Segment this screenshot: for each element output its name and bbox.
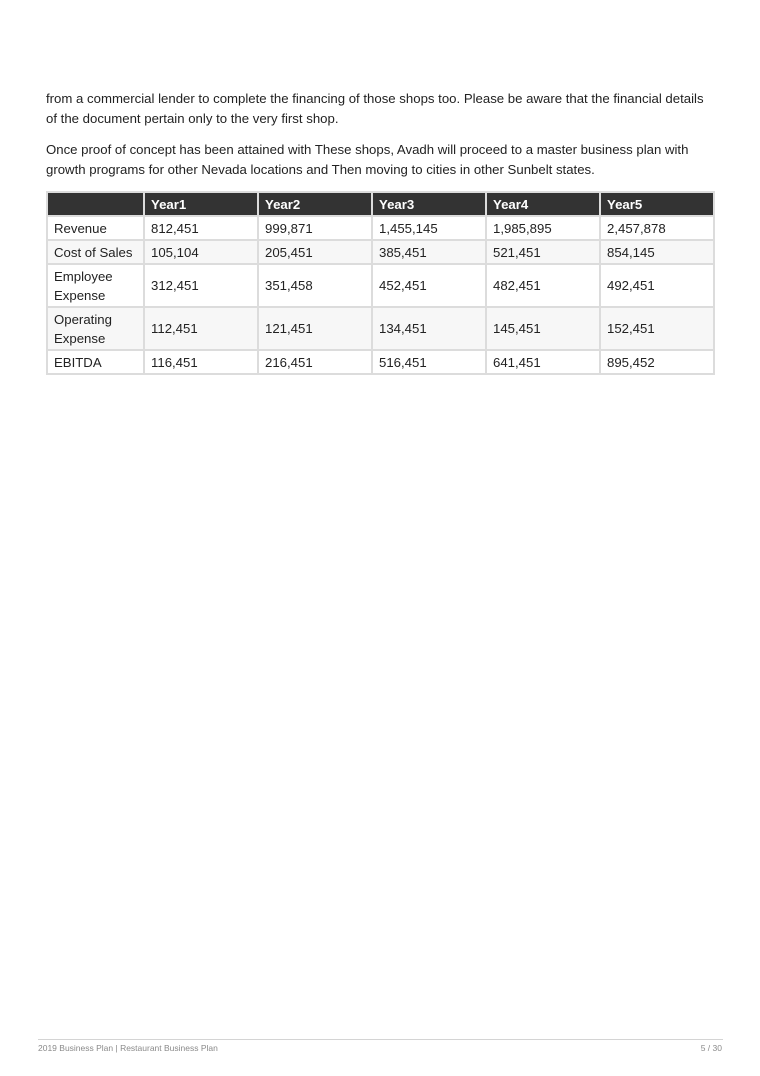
header-cell-empty <box>47 192 144 216</box>
table-cell: 152,451 <box>600 307 714 350</box>
table-cell: 452,451 <box>372 264 486 307</box>
header-cell-year2: Year2 <box>258 192 372 216</box>
table-header-row <box>47 192 714 216</box>
header-cell-year5: Year5 <box>600 192 714 216</box>
table-cell: 1,985,895 <box>486 216 600 240</box>
table-cell: 812,451 <box>144 216 258 240</box>
table-cell: 351,458 <box>258 264 372 307</box>
table-row-ebitda <box>47 350 714 374</box>
table-cell: 2,457,878 <box>600 216 714 240</box>
table-cell: 116,451 <box>144 350 258 374</box>
footer-page-number: 5 / 30 <box>700 1043 722 1053</box>
row-label: EBITDA <box>47 350 144 374</box>
paragraph-financing: from a commercial lender to complete the financing of those shops too. Please be aware that the financial details of the document pertain only to the very first shop. <box>46 91 704 126</box>
table-cell: 385,451 <box>372 240 486 264</box>
table-cell: 521,451 <box>486 240 600 264</box>
footer-divider <box>38 1039 723 1040</box>
financial-table <box>46 191 715 375</box>
table-cell: 312,451 <box>144 264 258 307</box>
page-content <box>46 89 714 375</box>
table-cell: 482,451 <box>486 264 600 307</box>
table-cell: 134,451 <box>372 307 486 350</box>
row-label: Operating Expense <box>47 307 144 350</box>
table-cell: 641,451 <box>486 350 600 374</box>
table-cell: 1,455,145 <box>372 216 486 240</box>
row-label: Cost of Sales <box>47 240 144 264</box>
table-cell: 999,871 <box>258 216 372 240</box>
table-cell: 121,451 <box>258 307 372 350</box>
table-cell: 854,145 <box>600 240 714 264</box>
table-cell: 105,104 <box>144 240 258 264</box>
table-cell: 492,451 <box>600 264 714 307</box>
header-cell-year3: Year3 <box>372 192 486 216</box>
header-cell-year4: Year4 <box>486 192 600 216</box>
table-row-employee-expense <box>47 264 714 307</box>
table-row-operating-expense <box>47 307 714 350</box>
paragraph-proof-of-concept: Once proof of concept has been attained with These shops, Avadh will proceed to a master business plan with growth programs for other Nevada locations and Then moving to cities in other Sunbelt states. <box>46 142 689 177</box>
row-label: Employee Expense <box>47 264 144 307</box>
header-cell-year1: Year1 <box>144 192 258 216</box>
table-cell: 112,451 <box>144 307 258 350</box>
table-cell: 145,451 <box>486 307 600 350</box>
table-cell: 216,451 <box>258 350 372 374</box>
table-cell: 516,451 <box>372 350 486 374</box>
table-cell: 205,451 <box>258 240 372 264</box>
footer-document-title: 2019 Business Plan | Restaurant Business Plan <box>38 1043 218 1053</box>
row-label: Revenue <box>47 216 144 240</box>
table-cell: 895,452 <box>600 350 714 374</box>
table-row-revenue <box>47 216 714 240</box>
table-row-cost-of-sales <box>47 240 714 264</box>
